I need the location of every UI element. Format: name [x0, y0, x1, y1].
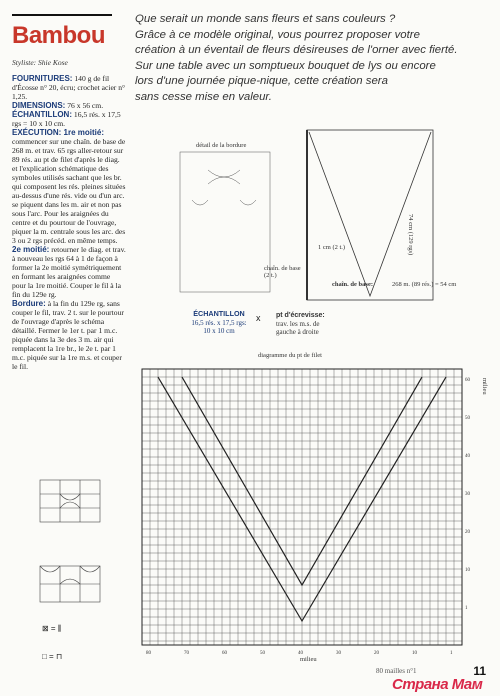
crab-stitch-icon: x: [256, 313, 261, 323]
crab-stitch-legend: [276, 311, 325, 336]
column-number: 80: [146, 651, 151, 656]
fournitures-label: FOURNITURES:: [12, 74, 73, 83]
title-rule: [12, 14, 112, 16]
bordure-label: Bordure:: [12, 299, 46, 308]
column-number: 40: [298, 651, 303, 656]
detail-caption: détail de la bordure: [196, 142, 247, 149]
intro-line: lors d'une journée pique-nique, cette création sera: [135, 75, 388, 87]
overall-shape-diagram: [295, 128, 445, 304]
site-watermark: Страна Мам: [392, 676, 483, 693]
fournitures-text: 140 g de fil d'Écosse n° 20, écru; crochet acier n° 1,25.: [12, 74, 126, 101]
dimensions-label: DIMENSIONS:: [12, 101, 66, 110]
column-number: 70: [184, 651, 189, 656]
chain-base-label: chaîn. de base:: [332, 281, 373, 288]
column-number: 50: [260, 651, 265, 656]
intro-paragraph: [135, 12, 485, 105]
moitie2-text: retourner le diag. et trav. à nouveau les rgs 64 à 1 de façon à former la 2e moitié symétriquement en formant les araignées comme pour la 1re moitié. Couper le fil à la fin du 129e rg.: [12, 245, 126, 299]
instructions-column: [12, 74, 126, 371]
row-number: 20: [465, 530, 470, 535]
intro-line: création à un éventail de fleurs désireuses de l'orner avec fierté.: [135, 44, 458, 56]
row-number: 1: [465, 606, 468, 611]
execution-text: commencer sur une chaîn. de base de 268 m. et trav. 65 rgs aller-retour sur 89 rés. au pt de filet d'après le diag. et l'explication schématique des symboles utilisés sachant que les br. qui composent les rés. pleines situées au-dessus d'une rés. vide ou d'un arc. se piquent dans les m. air et non pas sous l'arc. Pour les araignées du centre et du pourtour de l'ouvrage, piquer la m. centrale sous les arc. des 3 ou 2 rgs précéd. en même temps.: [12, 137, 126, 245]
swatch-line-2: 10 x 10 cm: [203, 327, 235, 335]
legend-title: pt d'écrevisse:: [276, 312, 325, 319]
bordure-text: à la fin du 129e rg, sans couper le fil, trav. 2 t. sur le pourtour de l'ouvrage d'après le schéma détaillé. Fermer le 1er t. par 1 m.c. piquée dans la 3e des 3 m. air qui remplacent la 1re br., le 2e t. par 1 m.c. piquée sur la 1re m.s. et couper le fil.: [12, 299, 124, 371]
column-number: 60: [222, 651, 227, 656]
legend-line-2: gauche à droite: [276, 328, 319, 336]
swatch-line-1: 16,5 rés. x 17,5 rgs:: [191, 318, 247, 327]
intro-line: sans cesse mise en valeur.: [135, 90, 272, 103]
row-number: 10: [465, 568, 470, 573]
filet-crochet-chart: [138, 365, 484, 665]
page-title: Bambou: [12, 22, 105, 49]
symbol-diagrams: [38, 478, 128, 638]
border-detail-diagram: [178, 140, 278, 300]
row-number: 40: [465, 454, 470, 459]
row-number: 30: [465, 492, 470, 497]
legend-line-1: trav. les m.s. de: [276, 320, 320, 328]
filet-grid: [142, 369, 462, 645]
page-number: 11: [473, 664, 486, 678]
intro-line: Grâce à ce modèle original, vous pourrez proposer votre: [135, 28, 420, 41]
chain-base-value: 268 m. (89 rés.) = 54 cm: [392, 281, 457, 288]
swatch-label: ÉCHANTILLON: [193, 309, 245, 318]
symbol-legend-b: □ = ⊓: [42, 652, 63, 661]
one-cm-label: 1 cm (2 t.): [318, 244, 346, 251]
echantillon-label: ÉCHANTILLON:: [12, 110, 72, 119]
milieu-right-label: milieu: [481, 378, 488, 395]
height-label: 74 cm (129 rgs): [407, 214, 414, 256]
column-number: 10: [412, 651, 417, 656]
filet-diagram-title: diagramme du pt de filet: [258, 352, 322, 359]
column-number: 20: [374, 651, 379, 656]
intro-line: Que serait un monde sans fleurs et sans couleurs ?: [135, 13, 396, 25]
swatch-box: [176, 310, 262, 336]
row-number: 50: [465, 416, 470, 421]
column-number: 30: [336, 651, 341, 656]
row-number: 60: [465, 378, 470, 383]
footer-reference: 80 mailles n°1: [376, 667, 417, 675]
intro-line: Sur une table avec un somptueux bouquet de lys ou encore: [135, 59, 436, 72]
execution-label: EXÉCUTION: 1re moitié:: [12, 128, 105, 137]
stylist-credit: Styliste: Shie Kose: [12, 58, 68, 67]
symbol-legend-a: ⊠ = ⫼: [42, 624, 62, 633]
milieu-bottom-label: milieu: [300, 656, 317, 663]
echantillon-text: 16,5 rés. x 17,5 rgs = 10 x 10 cm.: [12, 110, 121, 128]
column-number: 1: [450, 651, 453, 656]
dimensions-text: 76 x 56 cm.: [67, 101, 104, 110]
chain-base-caption: chaîn. de base (2 t.): [264, 265, 301, 279]
moitie2-label: 2e moitié:: [12, 245, 50, 254]
